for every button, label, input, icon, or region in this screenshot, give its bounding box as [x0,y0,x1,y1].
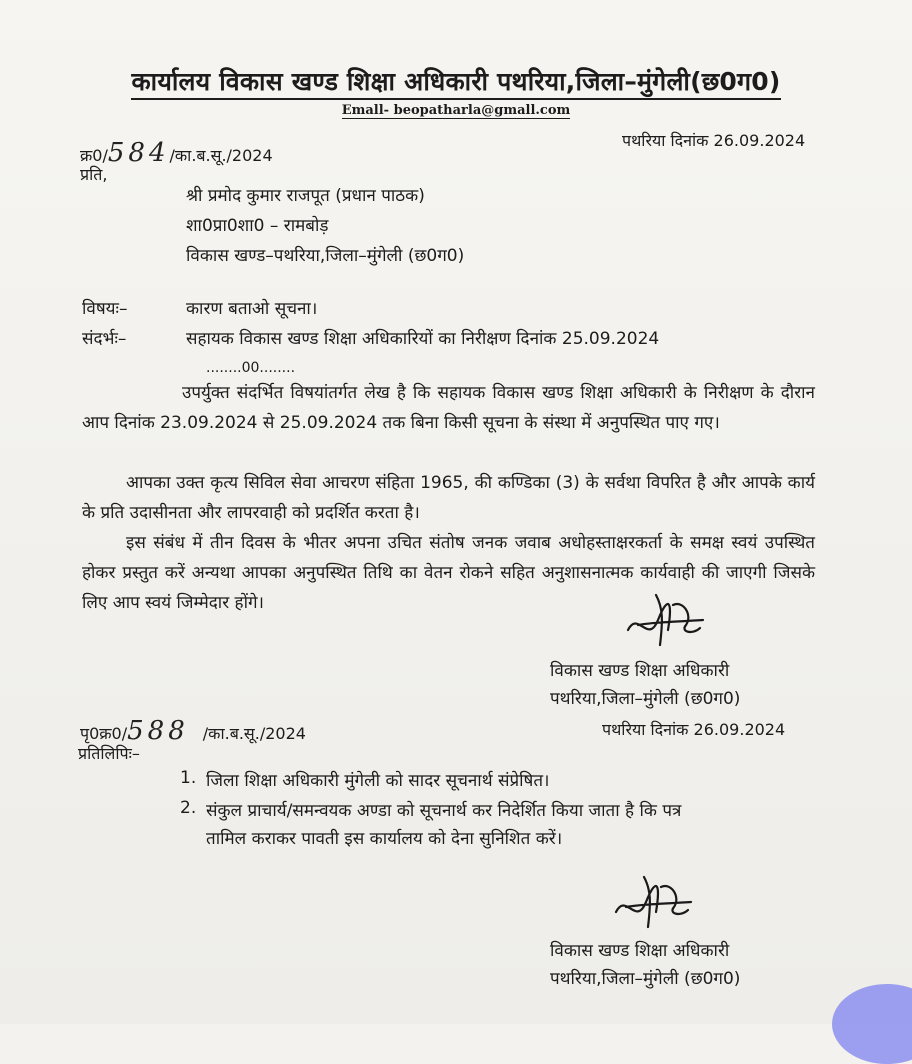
endorsement-prefix: पृ0क्र0/ [80,724,128,743]
signature-1-place: पथरिया,जिला–मुंगेली (छ0ग0) [550,689,741,709]
reference-number-handwritten: 584 [107,138,170,168]
corner-overlay-circle [832,984,912,1064]
reference-place-date: पथरिया दिनांक 26.09.2024 [622,131,806,150]
signature-2-designation: विकास खण्ड शिक्षा अधिकारी [550,941,730,961]
signature-1-designation: विकास खण्ड शिक्षा अधिकारी [550,661,730,681]
body-paragraph-2: आपका उक्त कृत्य सिविल सेवा आचरण संहिता 1965, की कण्डिका (3) के सर्वथा विपरित है और आपके कार्य के प्रति उदासीनता और लापरवाही को प्रदर्शित करता है। [82,473,815,523]
copy-item-1-text: जिला शिक्षा अधिकारी मुंगेली को सादर सूचनार्थ संप्रेषित। [206,771,550,791]
copy-item-2-number: 2. [180,798,197,818]
copy-item-1-number: 1. [180,768,197,788]
context-label: संदर्भः– [82,329,127,349]
recipient-to-label: प्रति, [80,165,108,184]
context-text: सहायक विकास खण्ड शिक्षा अधिकारियों का निरीक्षण दिनांक 25.09.2024 [186,329,660,349]
reference-line [80,138,273,168]
copy-to-label: प्रतिलिपिः– [78,744,140,763]
endorsement-suffix: /का.ब.सू./2024 [202,724,306,743]
separator: ........00........ [206,360,296,376]
subject-text: कारण बताओ सूचना। [186,299,318,319]
endorsement-place-date: पथरिया दिनांक 26.09.2024 [602,720,786,739]
office-title: कार्यालय विकास खण्ड शिक्षा अधिकारी पथरिया,जिला–मुंगेली(छ0ग0) [0,64,912,98]
signature-2-place: पथरिया,जिला–मुंगेली (छ0ग0) [550,969,741,989]
officer-signature-2 [606,872,696,934]
reference-suffix: /का.ब.सू./2024 [169,146,273,165]
recipient-school: शा0प्रा0शा0 – रामबोड़ [186,216,329,236]
reference-prefix: क्र0/ [80,146,108,165]
subject-label: विषयः– [82,299,128,319]
recipient-address: विकास खण्ड–पथरिया,जिला–मुंगेली (छ0ग0) [186,246,465,266]
body-paragraph-3: इस संबंध में तीन दिवस के भीतर अपना उचित संतोष जनक जवाब अधोहस्ताक्षरकर्ता के समक्ष स्वयं उपस्थित होकर प्रस्तुत करें अन्यथा आपका अनुपस्थित तिथि का वेतन रोकने सहित अनुशासनात्मक कार्यवाही की जाएगी जिसके लिए आप स्वयं जिम्मेदार होंगे। [82,533,815,613]
copy-item-2-line-2: तामिल कराकर पावती इस कार्यालय को देना सुनिशित करें। [206,829,563,849]
office-email: Emall- beopatharla@gmall.com [341,103,571,118]
officer-signature-1 [618,590,708,652]
copy-item-2-line-1: संकुल प्राचार्य/समन्वयक अण्डा को सूचनार्थ कर निदेर्शित किया जाता है कि पत्र [206,801,682,821]
body-paragraph-1: उपर्युक्त संदर्भित विषयांतर्गत लेख है कि सहायक विकास खण्ड शिक्षा अधिकारी के निरीक्षण के दौरान आप दिनांक 23.09.2024 से 25.09.2024 तक बिना किसी सूचना के संस्था में अनुपस्थित पाए गए। [82,383,815,433]
recipient-name: श्री प्रमोद कुमार राजपूत (प्रधान पाठक) [186,186,425,206]
endorsement-number-handwritten: 588 [127,716,189,746]
